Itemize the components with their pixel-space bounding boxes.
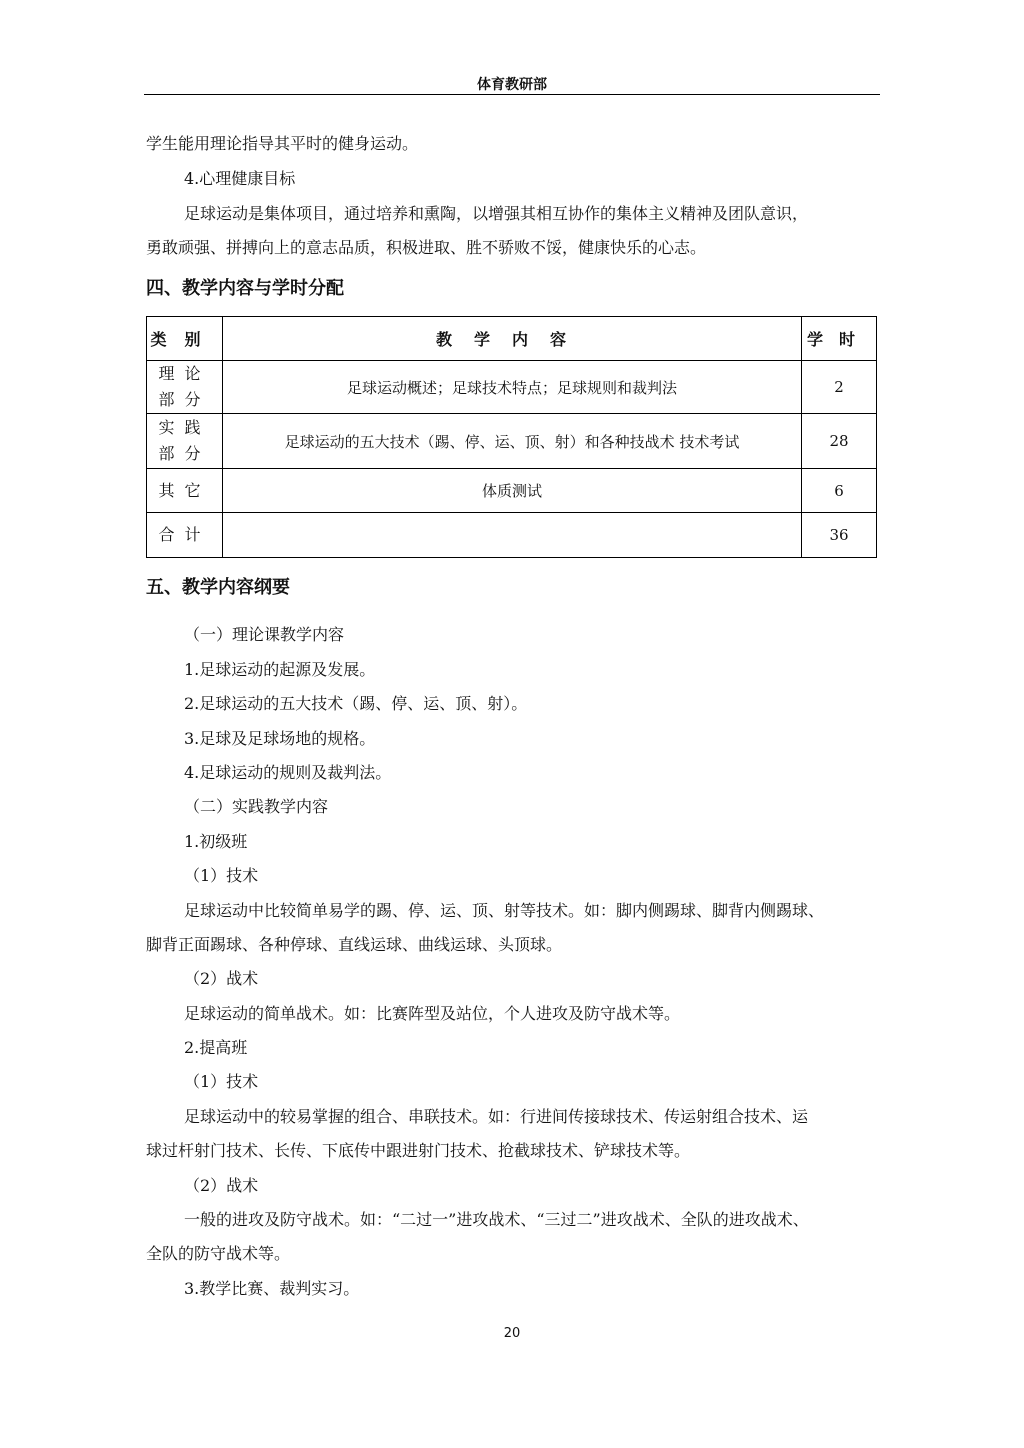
section-4-title: 四、教学内容与学时分配 bbox=[146, 278, 344, 299]
row-category-line2: 部分 bbox=[158, 390, 211, 409]
table-row bbox=[147, 414, 877, 469]
intro-paragraph-3a: 足球运动是集体项目，通过培养和熏陶，以增强其相互协作的集体主义精神及团队意识， bbox=[184, 204, 809, 223]
row-category bbox=[147, 414, 223, 469]
table-row bbox=[147, 361, 877, 414]
outline-line: 脚背正面踢球、各种停球、直线运球、曲线运球、头顶球。 bbox=[146, 935, 563, 954]
row-hours: 6 bbox=[802, 469, 877, 513]
outline-line: 足球运动中的较易掌握的组合、串联技术。如：行进间传接球技术、传运射组合技术、运 bbox=[184, 1107, 809, 1126]
header-divider bbox=[144, 94, 880, 95]
outline-line: 一般的进攻及防守战术。如：“二过一”进攻战术、“三过二”进攻战术、全队的进攻战术、 bbox=[184, 1210, 809, 1229]
outline-line: 1.初级班 bbox=[184, 832, 248, 851]
hours-allocation-table bbox=[146, 316, 877, 558]
header-hours: 学时 bbox=[802, 317, 877, 361]
intro-paragraph-1: 学生能用理论指导其平时的健身运动。 bbox=[146, 134, 419, 153]
outline-line: （二）实践教学内容 bbox=[184, 797, 329, 816]
intro-subheading: 4.心理健康目标 bbox=[184, 169, 296, 188]
outline-line: 足球运动的简单战术。如：比赛阵型及站位，个人进攻及防守战术等。 bbox=[184, 1004, 681, 1023]
outline-line: 足球运动中比较简单易学的踢、停、运、顶、射等技术。如：脚内侧踢球、脚背内侧踢球、 bbox=[184, 901, 825, 920]
row-category-line1: 合计 bbox=[158, 525, 211, 544]
section-5-title: 五、教学内容纲要 bbox=[146, 577, 290, 598]
header-content: 教学内容 bbox=[223, 317, 802, 361]
outline-line: 1.足球运动的起源及发展。 bbox=[184, 660, 376, 679]
row-category bbox=[147, 469, 223, 513]
outline-line: （2）战术 bbox=[184, 1176, 259, 1195]
row-content bbox=[223, 513, 802, 558]
outline-line: （1）技术 bbox=[184, 1072, 259, 1091]
outline-line: 球过杆射门技术、长传、下底传中跟进射门技术、抢截球技术、铲球技术等。 bbox=[146, 1141, 691, 1160]
intro-paragraph-3b: 勇敢顽强、拼搏向上的意志品质，积极进取、胜不骄败不馁，健康快乐的心志。 bbox=[146, 238, 707, 257]
outline-line: 2.提高班 bbox=[184, 1038, 248, 1057]
outline-line: 2.足球运动的五大技术（踢、停、运、顶、射）。 bbox=[184, 694, 528, 713]
outline-line: 全队的防守战术等。 bbox=[146, 1244, 291, 1263]
row-hours: 2 bbox=[802, 361, 877, 414]
table-row bbox=[147, 469, 877, 513]
outline-line: （一）理论课教学内容 bbox=[184, 625, 345, 644]
table-header-row bbox=[147, 317, 877, 361]
row-content: 体质测试 bbox=[223, 469, 802, 513]
row-category bbox=[147, 513, 223, 558]
page-header-title: 体育教研部 bbox=[477, 77, 547, 93]
row-category-line1: 理论 bbox=[158, 364, 211, 383]
outline-line: 4.足球运动的规则及裁判法。 bbox=[184, 763, 392, 782]
row-category bbox=[147, 361, 223, 414]
row-hours: 28 bbox=[802, 414, 877, 469]
row-category-line2: 部分 bbox=[158, 444, 211, 463]
row-category-line1: 其它 bbox=[158, 480, 211, 500]
row-hours: 36 bbox=[802, 513, 877, 558]
header-category: 类别 bbox=[147, 317, 223, 361]
row-content: 足球运动概述；足球技术特点；足球规则和裁判法 bbox=[223, 361, 802, 414]
outline-line: （2）战术 bbox=[184, 969, 259, 988]
row-content: 足球运动的五大技术（踢、停、运、顶、射）和各种技战术 技术考试 bbox=[223, 414, 802, 469]
page-number: 20 bbox=[503, 1326, 521, 1341]
outline-line: （1）技术 bbox=[184, 866, 259, 885]
outline-line: 3.教学比赛、裁判实习。 bbox=[184, 1279, 360, 1298]
row-category-line1: 实践 bbox=[158, 418, 211, 437]
table-row bbox=[147, 513, 877, 558]
outline-line: 3.足球及足球场地的规格。 bbox=[184, 729, 376, 748]
